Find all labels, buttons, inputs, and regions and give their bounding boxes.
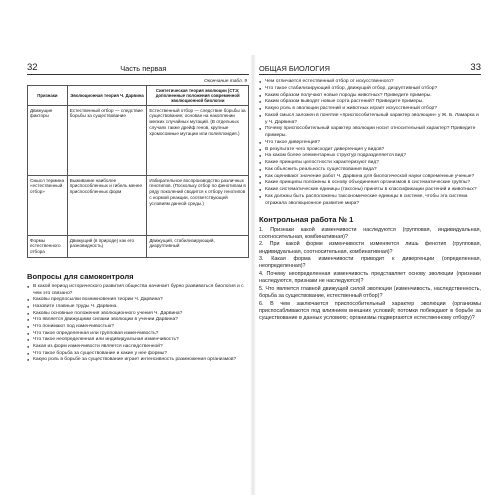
questions-heading: Вопросы для самоконтроля [27,272,134,282]
list-item: ● Как объяснить реальность существования вида? [259,167,481,174]
table-cell: Формы естественного отбора [28,236,68,258]
continued-questions [259,79,481,208]
right-running-title: ОБЩАЯ БИОЛОГИЯ [259,64,330,73]
list-item: ● Чем отличается естественный отбор от искусственного? [259,79,481,86]
left-page-number: 32 [27,62,38,73]
book-gutter [250,55,256,495]
list-item: ● Каким образом получают новые породы животных? Приведите примеры. [259,93,481,100]
self-check-questions [27,284,249,364]
left-running-header [27,62,249,75]
list-item: ● Каковы предпосылки возникновения теории Ч. Дарвина? [27,297,249,304]
table-cell: Движущий, стабилизирующий, дизруптивный [147,236,249,258]
table-row [28,176,249,236]
list-item: ● Что понимают под изменчивостью? [27,324,249,331]
table-header-cell: Эволюционная теория Ч. Дарвина [67,86,147,106]
list-item: ● Какая из форм изменчивости является наследственной? [27,344,249,351]
list-item: ● На каком более элементарных структур подразделяется вид? [259,153,481,160]
list-item: ● Как должны быть расположены таксономические единицы в системе, чтобы эта система отражала эволюционное развитие мира? [259,194,481,208]
table-header-row [28,86,249,106]
list-item: ● Какую роль в эволюции растений и животных играет искусственный отбор? [259,106,481,113]
table-cell: Естественный отбор — следствие борьбы за существование; основан на накоплении мелких случайных мутаций. (В отдельных случаях также дрейф генов, крупные хромосомные мутации или полиплоидия.) [147,106,249,176]
list-item: 2. При какой форме изменчивости изменяется лишь фенотип (групповая, индивидуальная, соотносительная, комбинативная)? [259,241,481,255]
list-item: ● Почему приспособительный характер эволюции носит относительный характер? Приведите примеры. [259,126,481,140]
list-item: ● Что является движущими силами эволюции в учении Дарвина? [27,317,249,324]
list-item: ● Какие систематические единицы (таксоны) приняты в классификации растений и животных? [259,187,481,194]
list-item: ● Что такое определенная или групповая изменчивость? [27,331,249,338]
table-header-cell: Синтетическая теория эволюции (СТЭ; дополненные положения современной эволюционной биологии [147,86,249,106]
list-item: ● Как оценивают значение работ Ч. Дарвина для биологической науки современные ученые? [259,174,481,181]
list-item: ● Какой смысл заложен в понятие «приспособительный характер эволюции» у Ж. Б. Ламарка и у Ч. Дарвина? [259,113,481,127]
table-cell: Выживание наиболее приспособленных и гибель менее приспособленных форм [67,176,147,236]
table-cell: Избирательное воспроизводство различных генотипов. (Поскольку отбор по фенотипам в ряду поколений сводится к отбору генотипов с нормой реакции, соответствующей условиям данной среды.) [147,176,249,236]
table-row [28,106,249,176]
test-heading: Контрольная работа № 1 [259,214,354,224]
table-cell: Естественный отбор — следствие борьбы за существование [67,106,147,176]
list-item: ● Какую роль в борьбе за существование играет интенсивность размножения организмов? [27,357,249,364]
list-item: 4. Почему неопределенная изменчивость представляет основу эволюции (признаки наследуются, признаки не наследуются)? [259,271,481,285]
list-item: 5. Что является главной движущей силой эволюции (изменчивость, наследственность, борьба за существование, естественный отбор)? [259,286,481,300]
table-caption: Окончание табл. 9 [203,79,247,84]
right-running-header [259,62,481,75]
right-page-number: 33 [470,62,481,73]
list-item: ● В какой период исторического развития общества начинает бурно развиваться биология и с чем это связано? [27,284,249,297]
list-item: ● Каким образом выводят новые сорта растений? Приведите примеры. [259,99,481,106]
list-item: ● Какие принципы целостности характеризуют вид? [259,160,481,167]
table-header-cell: Признаки [28,86,68,106]
list-item: ● Что такое неопределенная или индивидуальная изменчивость? [27,337,249,344]
list-item: ● Что такое дивергенция? [259,140,481,147]
table-cell: Движущий (в природе) как его разновидность) [67,236,147,258]
left-page [27,62,249,364]
list-item: ● Какие принципы положены в основу объединения организмов в систематические группы? [259,180,481,187]
list-item: 1. Признаки какой изменчивости наследуются (групповая, индивидуальная, соотносительная, комбинативная)? [259,226,481,240]
list-item: ● Что такое борьба за существование и какие у нее формы? [27,351,249,358]
table-row [28,236,249,258]
table-cell: Смысл термина «естественный отбор» [28,176,68,236]
test-items [259,227,481,323]
right-page [259,62,481,323]
evolution-theory-table [27,85,249,258]
table-cell: Движущие факторы [28,106,68,176]
list-item: ● Назовите главные труды Ч. Дарвина. [27,304,249,311]
list-item: 6. В чем заключается приспособительный характер эволюции (организмы приспосабливаются под влиянием внешних условий; потомки побеждают в борьбе за существование в данных условиях; организмы подвергаются естественному отбору)? [259,300,481,322]
list-item: ● Что такое стабилизирующий отбор, движущий отбор, дизруптивный отбор? [259,86,481,93]
list-item: 3. Какая форма изменчивости приводит к дивергенции (определенная, неопределенная)? [259,256,481,270]
list-item: ● В результате чего происходит дивергенция у видов? [259,147,481,154]
left-running-title: Часть первая [120,64,167,73]
list-item: ● Каковы основные положения эволюционного учения Ч. Дарвина? [27,311,249,318]
